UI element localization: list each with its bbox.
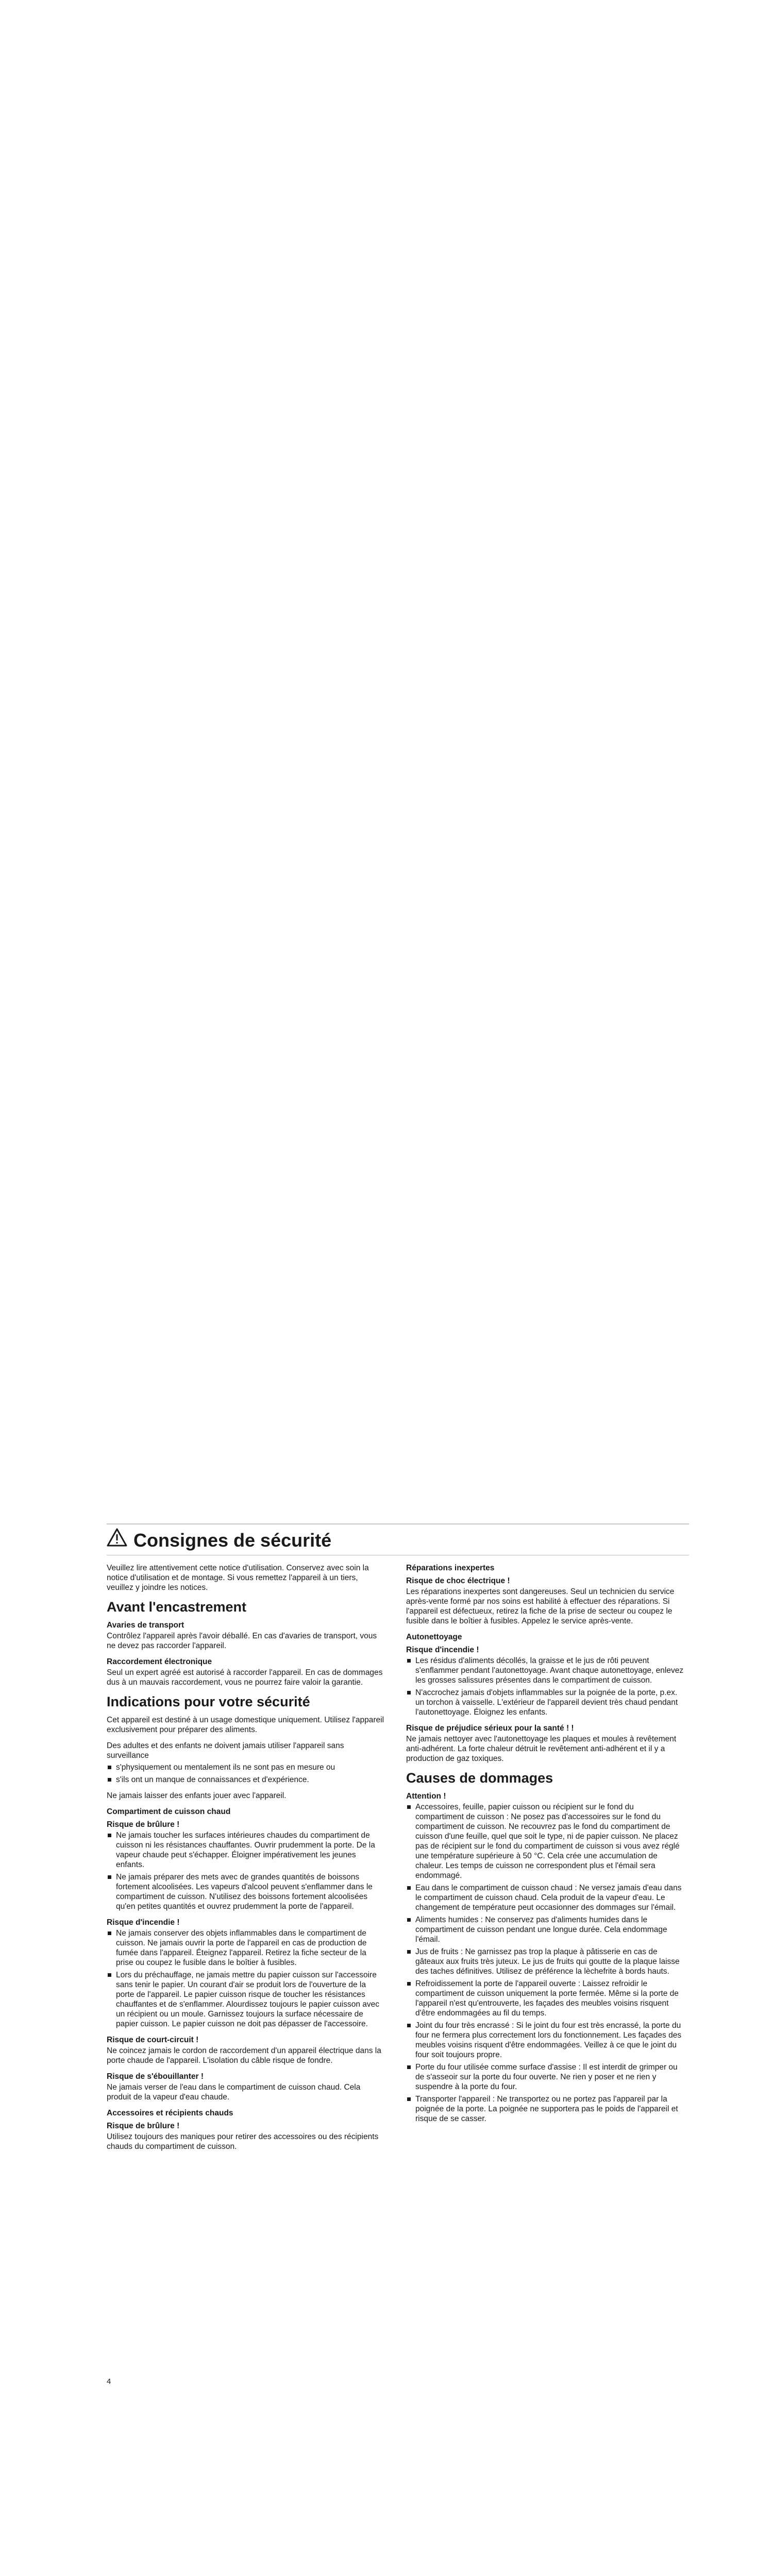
accessoires-text: Utilisez toujours des maniques pour retirer des accessoires ou des récipients chauds du compartiment de cuisson. (107, 2132, 379, 2151)
brulure-heading: Risque de brûlure ! (107, 1820, 180, 1829)
securite-text-1: Cet appareil est destiné à un usage domestique uniquement. Utilisez l'appareil exclusivement pour préparer des aliments. (107, 1716, 384, 1734)
transport-text: Contrôlez l'appareil après l'avoir déballé. En cas d'avaries de transport, vous ne devez pas raccorder l'appareil. (107, 1632, 377, 1650)
securite-list (107, 1762, 385, 1785)
autonettoyage-list (406, 1656, 684, 1717)
list-item: s'physiquement ou mentalement ils ne sont pas en mesure ou (107, 1762, 385, 1772)
sante-heading: Risque de préjudice sérieux pour la santé ! ! (406, 1724, 574, 1733)
securite-text-2: Des adultes et des enfants ne doivent jamais utiliser l'appareil sans surveillance (107, 1741, 344, 1760)
list-item: Eau dans le compartiment de cuisson chaud : Ne versez jamais d'eau dans le compartiment de cuisson chaud. Cela produit de la vapeur d'eau. Le changement de température peut occasionner des dommages sur l'émail. (406, 1883, 684, 1912)
list-item: Lors du préchauffage, ne jamais mettre du papier cuisson sur l'accessoire sans tenir le papier. Un courant d'air se produit lors de l'ouverture de la porte de l'appareil. Le papier cuisson risque de toucher les résistances chauffantes et de s'enflammer. Alourdissez toujours le papier cuisson avec un récipient ou un moule. Garnissez toujours la surface nécessaire de papier cuisson. Le papier cuisson ne doit pas dépasser de l'accessoire. (107, 1970, 385, 2029)
sante-text: Ne jamais nettoyer avec l'autonettoyage les plaques et moules à revêtement anti-adhérent. La forte chaleur détruit le revêtement anti-adhérent et il y a production de gaz toxiques. (406, 1735, 677, 1763)
page-number: 4 (107, 2377, 111, 2386)
list-item: Ne jamais conserver des objets inflammables dans le compartiment de cuisson. Ne jamais ouvrir la porte de l'appareil en cas de production de fumée dans l'appareil. Éteignez l'appareil. Retirez la fiche secteur de la prise ou coupez le fusible dans le boîtier à fusibles. (107, 1928, 385, 1968)
list-item: s'ils ont un manque de connaissances et d'expérience. (107, 1775, 385, 1785)
list-item: Aliments humides : Ne conservez pas d'aliments humides dans le compartiment de cuisson pendant une longue durée. Cela endommage l'émail. (406, 1915, 684, 1944)
list-item: Joint du four très encrassé : Si le joint du four est très encrassé, la porte du four ne fermera plus correctement lors du fonctionnement. Les façades des meubles voisins risquent d'être endommagées. Veillez à ce que le joint du four soit toujours propre. (406, 2021, 684, 2060)
incendie-heading: Risque d'incendie ! (107, 1918, 180, 1927)
attention-heading: Attention ! (406, 1792, 446, 1801)
autonettoyage-incendie-heading: Risque d'incendie ! (406, 1646, 479, 1654)
encastrement-title: Avant l'encastrement (107, 1599, 247, 1615)
list-item: Transporter l'appareil : Ne transportez ou ne portez pas l'appareil par la poignée de la porte. La poignée ne supportera pas le poids de l'appareil et risque de se casser. (406, 2094, 684, 2124)
list-item: Ne jamais préparer des mets avec de grandes quantités de boissons fortement alcoolisées. Les vapeurs d'alcool peuvent s'enflammer dans le compartiment de cuisson. N'utilisez des boissons fortement alcoolisées qu'en petites quantités et ouvrez prudemment la porte de l'appareil. (107, 1872, 385, 1911)
compartiment-heading: Compartiment de cuisson chaud (107, 1807, 231, 1816)
incendie-list (107, 1928, 385, 2029)
court-circuit-heading: Risque de court-circuit ! (107, 2036, 199, 2044)
list-item: Ne jamais toucher les surfaces intérieures chaudes du compartiment de cuisson ni les résistances chauffantes. Ouvrir prudemment la porte. De la vapeur chaude peut s'échapper. Éloigner impérativement les jeunes enfants. (107, 1831, 385, 1870)
accessoires-heading: Accessoires et récipients chauds (107, 2109, 233, 2117)
list-item: Porte du four utilisée comme surface d'assise : Il est interdit de grimper ou de s'asseoir sur la porte du four ouverte. Ne rien y poser et ne rien y suspendre à la porte du four. (406, 2062, 684, 2092)
choc-text: Les réparations inexpertes sont dangereuses. Seul un technicien du service après-vente formé par nos soins est habilité à effectuer des réparations. Si l'appareil est défectueux, retirez la fiche de la prise de secteur ou coupez le fusible dans le boîtier à fusibles. Appelez le service après-vente. (406, 1587, 675, 1625)
accessoires-brulure-heading: Risque de brûlure ! (107, 2122, 180, 2130)
intro-text: Veuillez lire attentivement cette notice d'utilisation. Conservez avec soin la notice d'utilisation et de montage. Si vous remettez l'appareil à un tiers, veuillez y joindre les notices. (107, 1564, 369, 1592)
dommages-list (406, 1802, 684, 2124)
section-title (107, 1528, 689, 1553)
page-title: Consignes de sécurité (133, 1530, 332, 1551)
transport-heading: Avaries de transport (107, 1621, 184, 1630)
right-column (406, 1563, 684, 2130)
list-item: Les résidus d'aliments décollés, la graisse et le jus de rôti peuvent s'enflammer pendant l'autonettoyage. Avant chaque autonettoyage, enlevez les grosses salissures présentes dans le compartiment de cuisson. (406, 1656, 684, 1685)
court-circuit-text: Ne coincez jamais le cordon de raccordement d'un appareil électrique dans la porte chaude de l'appareil. L'isolation du câble risque de fondre. (107, 2046, 381, 2065)
choc-heading: Risque de choc électrique ! (406, 1577, 510, 1585)
raccordement-text: Seul un expert agréé est autorisé à raccorder l'appareil. En cas de dommages dus à un mauvais raccordement, vous ne pourrez faire valoir la garantie. (107, 1668, 383, 1687)
autonettoyage-heading: Autonettoyage (406, 1633, 462, 1641)
warning-triangle-icon (107, 1528, 127, 1553)
brulure-list (107, 1831, 385, 1911)
raccordement-heading: Raccordement électronique (107, 1657, 212, 1666)
dommages-title: Causes de dommages (406, 1770, 553, 1786)
reparations-heading: Réparations inexpertes (406, 1564, 495, 1572)
ebouillanter-text: Ne jamais verser de l'eau dans le compartiment de cuisson chaud. Cela produit de la vapeur d'eau chaude. (107, 2083, 361, 2102)
list-item: Refroidissement la porte de l'appareil ouverte : Laissez refroidir le compartiment de cuisson uniquement la porte fermée. Même si la porte de l'appareil n'est qu'entrouverte, les façades des meubles voisins risquent d'être endommagées au fil du temps. (406, 1979, 684, 2018)
left-column (107, 1563, 385, 2158)
securite-title: Indications pour votre sécurité (107, 1694, 310, 1709)
list-item: N'accrochez jamais d'objets inflammables sur la poignée de la porte, p.ex. un torchon à vaisselle. L'extérieur de l'appareil devient très chaud pendant l'autonettoyage. Éloignez les enfants. (406, 1688, 684, 1717)
securite-text-3: Ne jamais laisser des enfants jouer avec l'appareil. (107, 1791, 287, 1800)
ebouillanter-heading: Risque de s'ébouillanter ! (107, 2072, 204, 2081)
top-rule (107, 1523, 689, 1524)
list-item: Accessoires, feuille, papier cuisson ou récipient sur le fond du compartiment de cuisson : Ne posez pas d'accessoires sur le fond du compartiment de cuisson. Ne recouvrez pas le fond du compartiment de cuisson d'une feuille, quel que soit le type, ni de papier cuisson. Ne placez pas de récipient sur le fond du compartiment de cuisson si vous avez réglé une température supérieure à 50 °C. Cela crée une accumulation de chaleur. Les temps de cuisson ne correspondent plus et l'émail sera endommagé. (406, 1802, 684, 1880)
list-item: Jus de fruits : Ne garnissez pas trop la plaque à pâtisserie en cas de gâteaux aux fruits très juteux. Le jus de fruits qui goutte de la plaque laisse des taches définitives. Utilisez de préférence la lèchefrite à bords hauts. (406, 1947, 684, 1976)
